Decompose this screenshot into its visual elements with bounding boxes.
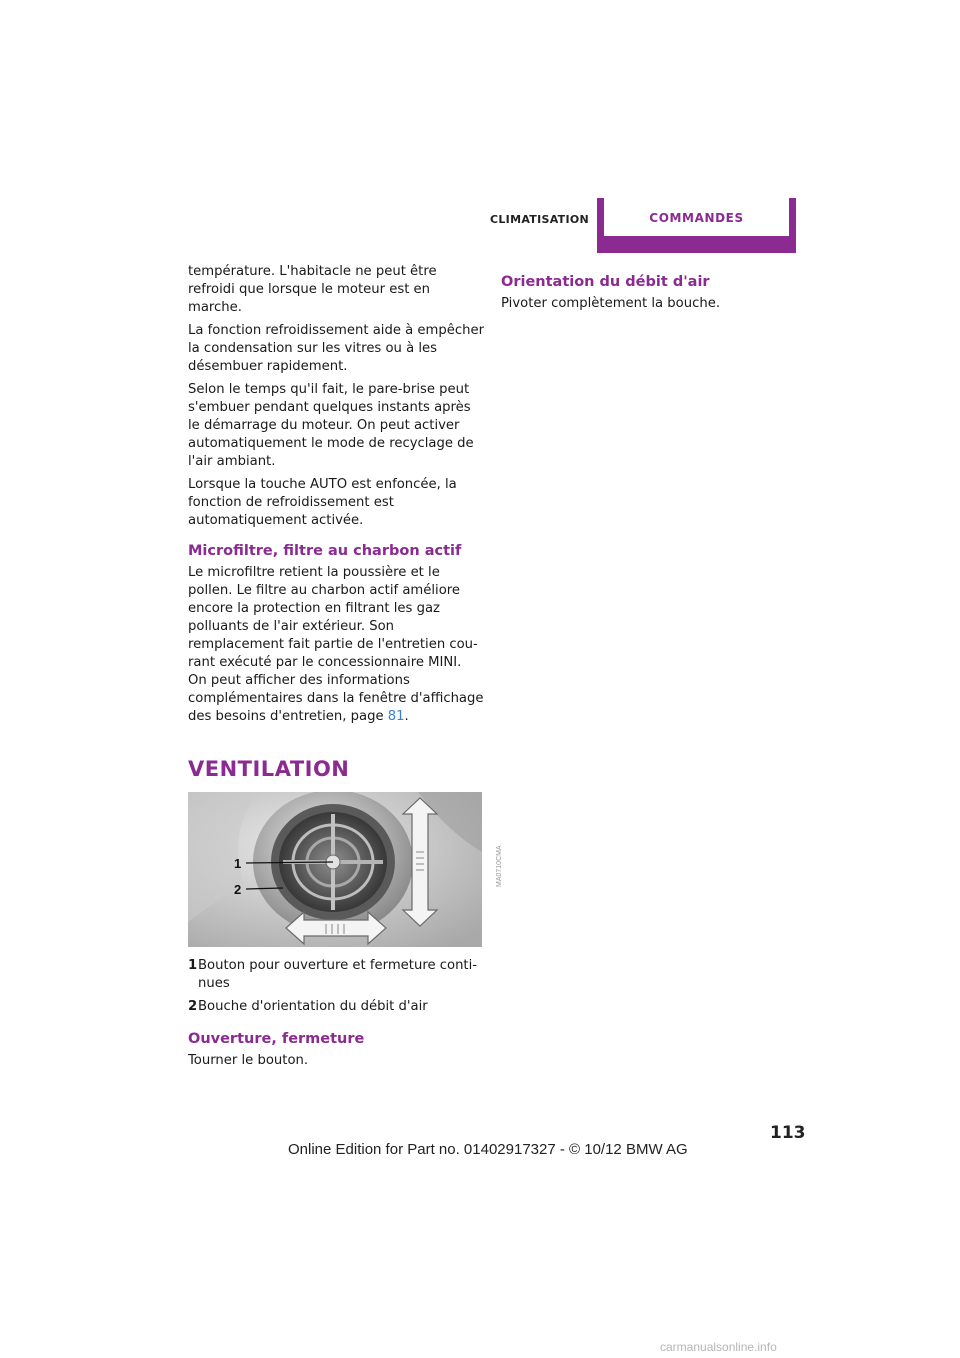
legend-number: 2	[188, 999, 198, 1014]
figure-code: MA0710CMA	[496, 845, 503, 887]
chapter-tab	[597, 198, 796, 253]
legend-item-1	[188, 957, 484, 993]
callout-2: 2	[234, 882, 242, 897]
running-header-section: CLIMATISATION	[490, 213, 590, 226]
paragraph-cooling-function: La fonction refroidissement aide à empêcher la condensation sur les vitres ou à les désembuer rapidement.	[188, 323, 484, 374]
heading-microfilter: Microfiltre, filtre au charbon actif	[188, 543, 462, 559]
paragraph-auto-button: Lorsque la touche AUTO est enfoncée, la fonction de refroidissement est automatiquement activée.	[188, 477, 457, 528]
legend-item-2	[188, 998, 484, 1016]
paragraph-air-orientation: Pivoter complètement la bouche.	[501, 296, 721, 311]
right-column	[501, 273, 801, 318]
legend-text: Bouton pour ouverture et fermeture continues	[198, 958, 478, 991]
chapter-tab-inner	[604, 198, 789, 236]
legend-text: Bouche d'orientation du débit d'air	[198, 999, 428, 1014]
footer-text: Online Edition for Part no. 01402917327 - © 10/12 BMW AG	[288, 1141, 688, 1158]
paragraph-cooling-temp: température. L'habitacle ne peut être refroidi que lorsque le moteur est en marche.	[188, 264, 437, 315]
paragraph-open-close: Tourner le bouton.	[188, 1053, 309, 1068]
left-column	[188, 263, 503, 1075]
service-display-suffix: .	[404, 709, 409, 724]
chapter-tab-label: COMMANDES	[649, 211, 744, 225]
heading-air-orientation: Orientation du débit d'air	[501, 274, 710, 290]
paragraph-service-display	[188, 672, 484, 726]
service-display-text: On peut afficher des informations complémentaires dans la fenêtre d'affichage des besoins d'entretien, page	[188, 673, 484, 724]
legend-number: 1	[188, 958, 198, 973]
air-vent-illustration	[188, 792, 482, 947]
watermark-text: carmanualsonline.info	[660, 1340, 777, 1354]
page-number: 113	[770, 1123, 806, 1143]
paragraph-windshield: Selon le temps qu'il fait, le pare-brise peut s'embuer pendant quelques instants après le démarrage du moteur. On peut activer automatiquement le mode de recyclage de l'air ambiant.	[188, 382, 474, 469]
page-link-81[interactable]: 81	[387, 709, 405, 724]
heading-open-close: Ouverture, fermeture	[188, 1031, 365, 1047]
air-vent-figure	[188, 792, 503, 947]
heading-ventilation: VENTILATION	[188, 757, 350, 781]
callout-1: 1	[234, 856, 242, 871]
paragraph-microfilter: Le microfiltre retient la poussière et le pollen. Le filtre au charbon actif améliore encore la protection en filtrant les gaz polluants de l'air extérieur. Son remplacement fait partie de l'entretien courant exécuté par le concessionnaire MINI.	[188, 565, 478, 670]
